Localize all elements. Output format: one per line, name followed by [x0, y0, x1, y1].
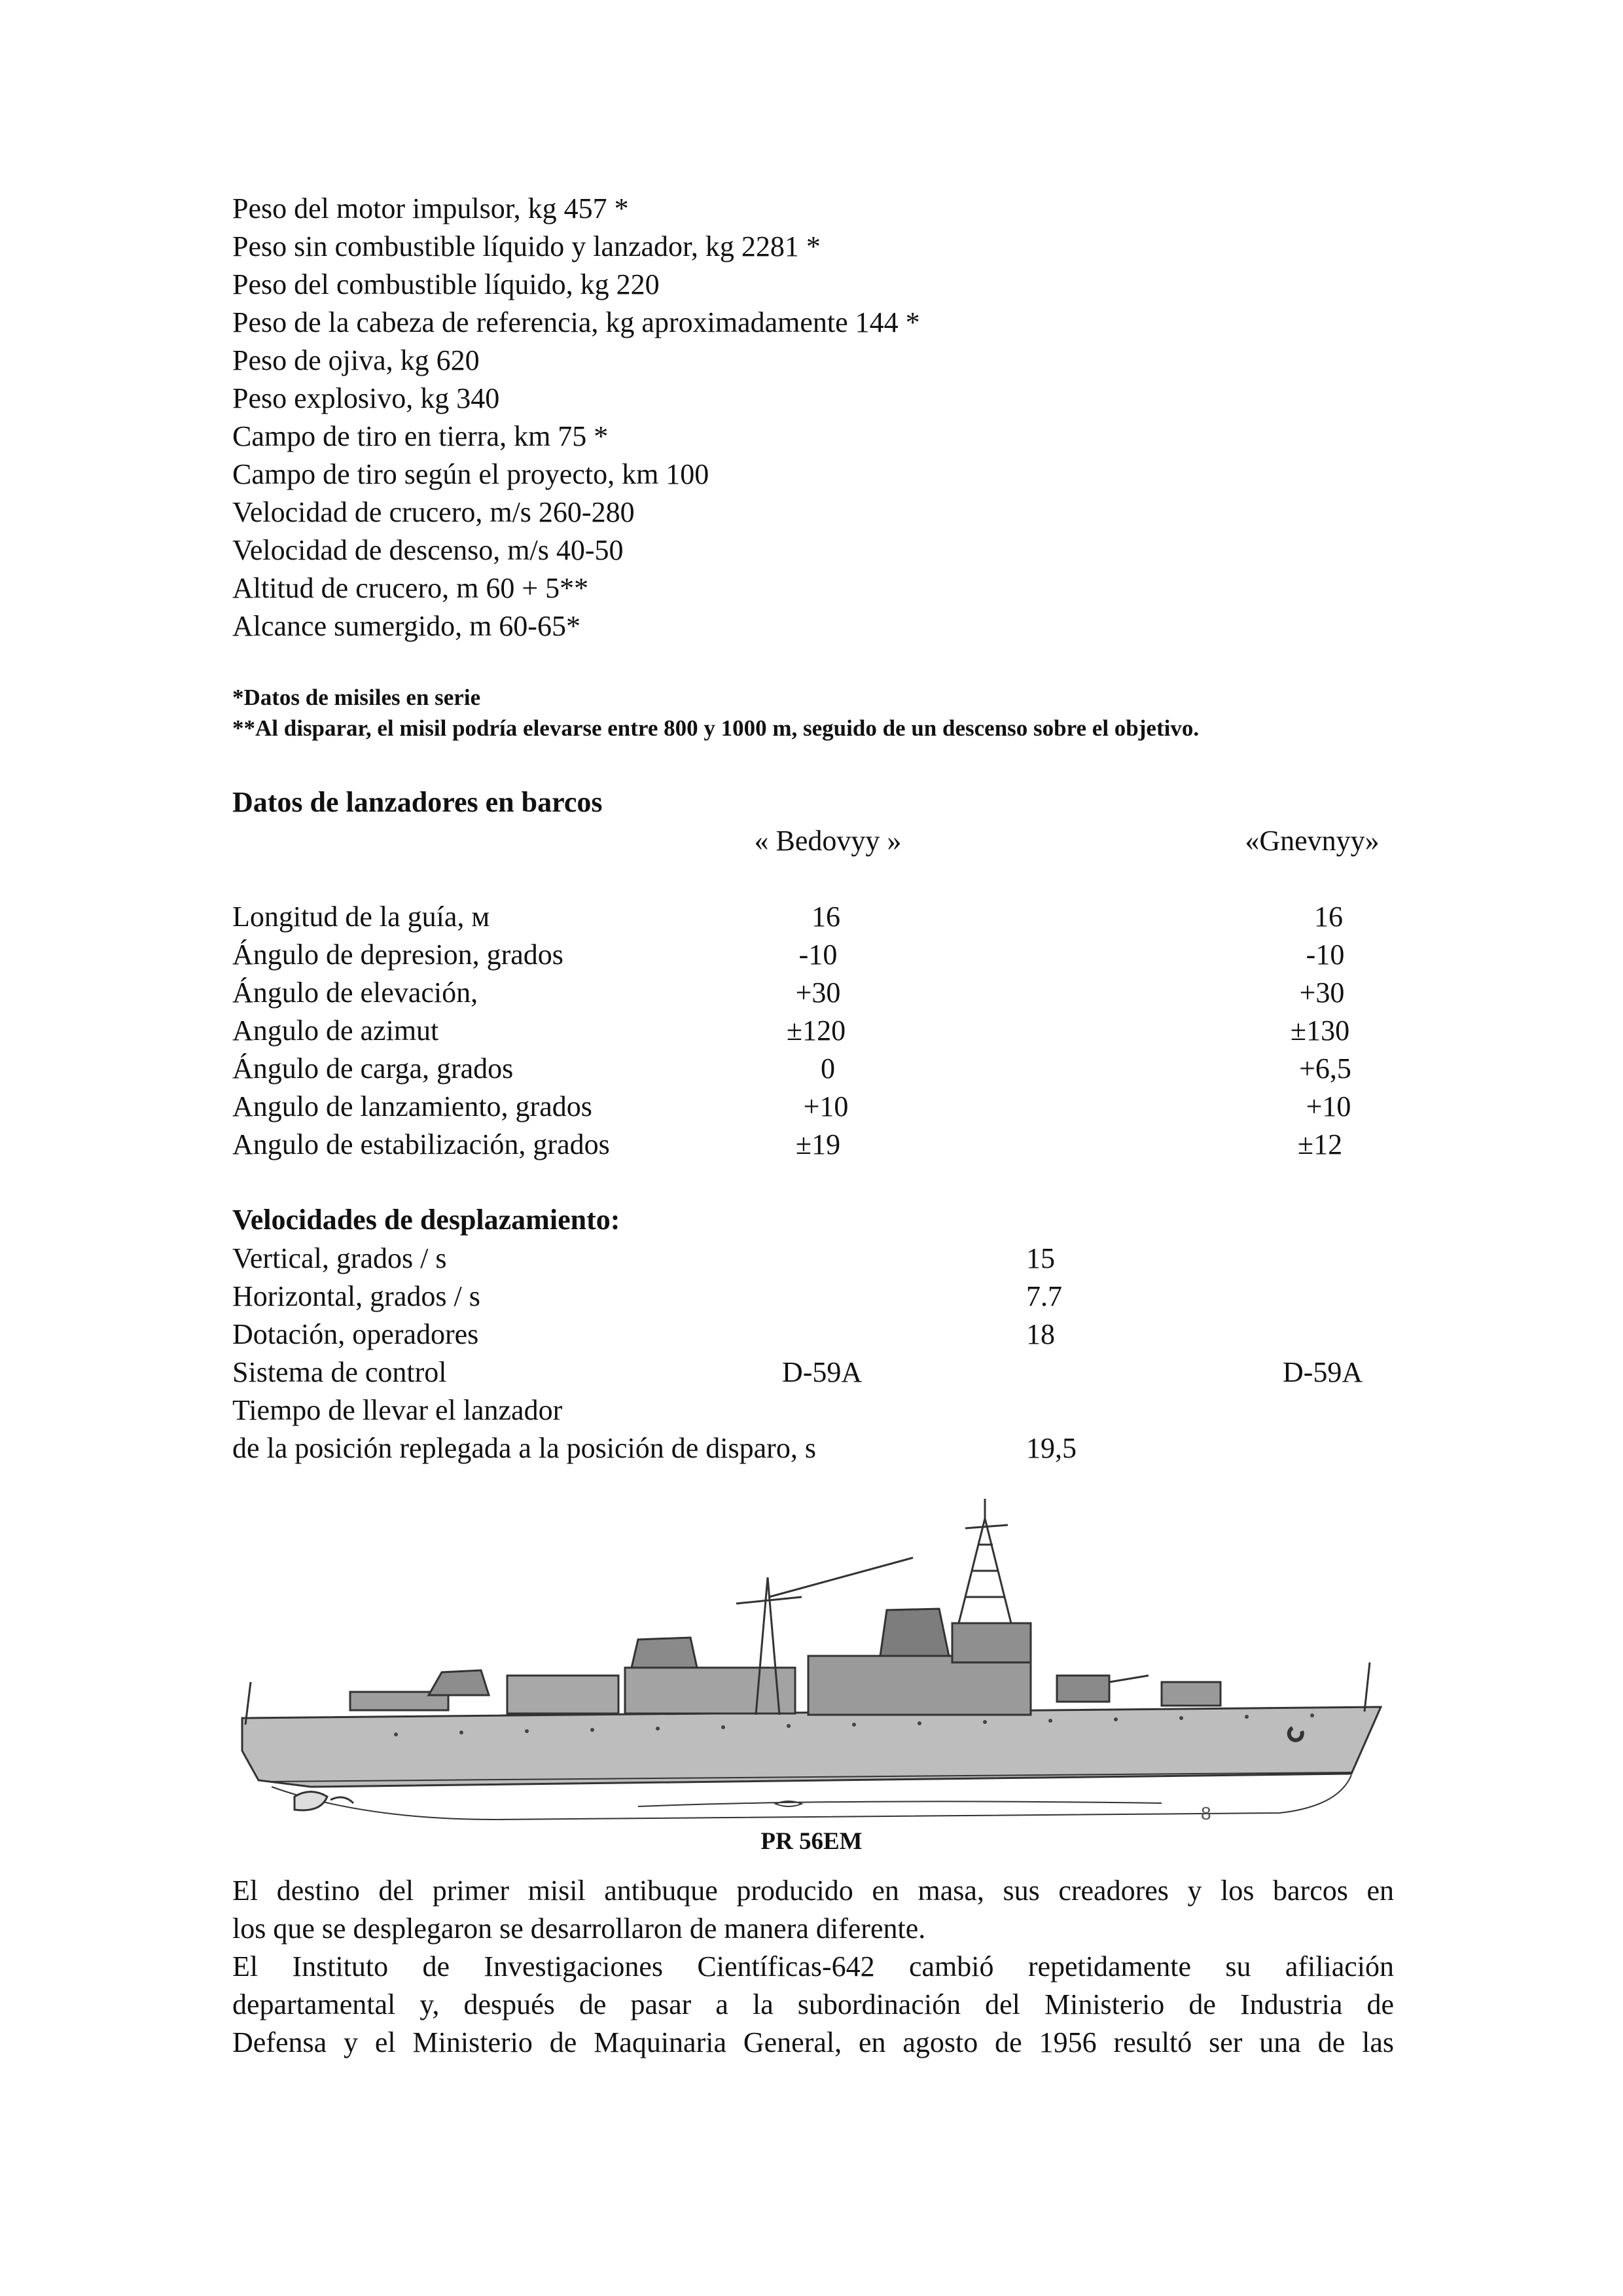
spec-line: Campo de tiro en tierra, km 75 *	[232, 420, 609, 452]
paragraph-line: El destino del primer misil antibuque producido en masa, sus creadores y los barcos en	[232, 1874, 1394, 1907]
row-label: Angulo de estabilización, grados	[232, 1128, 610, 1160]
row-label: Ángulo de depresion, grados	[232, 939, 563, 971]
row-value-bedovyy: +10	[803, 1090, 849, 1122]
spec-line: Velocidad de descenso, m/s 40-50	[232, 534, 624, 566]
keel-dome	[638, 1801, 1162, 1806]
row-label: Tiempo de llevar el lanzador	[232, 1394, 563, 1426]
spec-line: Campo de tiro según el proyecto, km 100	[232, 458, 709, 490]
forward-gun-barrel	[1109, 1676, 1149, 1682]
row-value-bedovyy: D-59A	[782, 1356, 863, 1388]
row-value-bedovyy: -10	[798, 939, 838, 971]
row-value-gnevnyy: +10	[1306, 1090, 1351, 1122]
spec-line: Altitud de crucero, m 60 + 5**	[232, 572, 589, 604]
hull-number: 8	[1201, 1803, 1211, 1823]
row-value-bedovyy: +30	[795, 977, 841, 1009]
row-label: Horizontal, grados / s	[232, 1280, 480, 1312]
row-label: de la posición replegada a la posición de disparo, s	[232, 1432, 816, 1464]
funnel-aft	[632, 1638, 697, 1668]
row-label: Vertical, grados / s	[232, 1242, 447, 1274]
row-value: 18	[1026, 1318, 1055, 1350]
footnote-serial: *Datos de misiles en serie	[232, 685, 481, 710]
speeds-heading: Velocidades de desplazamiento:	[232, 1204, 620, 1236]
ship-hull	[242, 1707, 1381, 1787]
paragraph-line: Defensa y el Ministerio de Maquinaria General, en agosto de 1956 resultó ser una de las	[232, 2026, 1394, 2058]
footnote-trajectory: **Al disparar, el misil podría elevarse entre 800 y 1000 m, seguido de un descenso sobre el objetivo.	[232, 715, 1200, 741]
row-value-gnevnyy: 16	[1314, 901, 1343, 933]
row-value-gnevnyy: +6,5	[1299, 1052, 1351, 1085]
row-label: Angulo de lanzamiento, grados	[232, 1090, 592, 1122]
row-label: Longitud de la guía, м	[232, 901, 490, 933]
row-value-bedovyy: ±120	[786, 1014, 846, 1047]
paragraph-2	[232, 1948, 1394, 2062]
row-value-gnevnyy: ±130	[1290, 1014, 1350, 1047]
spec-line: Peso explosivo, kg 340	[232, 382, 500, 414]
aft-turret	[429, 1670, 489, 1695]
row-label: Angulo de azimut	[232, 1014, 439, 1047]
spec-line: Peso del combustible líquido, kg 220	[232, 268, 660, 300]
ship-profile-illustration	[232, 1499, 1397, 1826]
spec-line: Peso de ojiva, kg 620	[232, 344, 480, 376]
figure-caption: PR 56EM	[760, 1828, 863, 1855]
aft-deckhouse	[507, 1676, 618, 1713]
row-value: 7.7	[1026, 1280, 1062, 1312]
propeller	[330, 1797, 353, 1803]
row-value-gnevnyy: -10	[1306, 939, 1345, 971]
spec-line: Alcance sumergido, m 60-65*	[232, 610, 580, 642]
row-value: 19,5	[1026, 1432, 1077, 1464]
paragraph-line: departamental y, después de pasar a la subordinación del Ministerio de Industria de	[232, 1988, 1394, 2020]
row-label: Ángulo de elevación,	[232, 977, 478, 1009]
funnel-fore	[880, 1609, 949, 1656]
bow-gun	[1162, 1682, 1221, 1706]
rudder	[294, 1792, 327, 1810]
mid-deckhouse	[625, 1668, 795, 1713]
row-value-gnevnyy: D-59A	[1283, 1356, 1363, 1388]
launchers-heading: Datos de lanzadores en barcos	[232, 786, 603, 818]
column-header-bedovyy: « Bedovyy »	[754, 825, 902, 857]
paragraph-line: El Instituto de Investigaciones Científicas-642 cambió repetidamente su afiliación	[232, 1950, 1394, 1982]
row-value-gnevnyy: ±12	[1297, 1128, 1343, 1160]
forward-turret	[1057, 1676, 1109, 1702]
paragraph-line: los que se desplegaron se desarrollaron de manera diferente.	[232, 1912, 926, 1945]
spec-line: Peso del motor impulsor, kg 457 *	[232, 192, 629, 224]
row-value-bedovyy: 16	[812, 901, 840, 933]
bow-jackstaff	[1364, 1662, 1370, 1712]
spec-line: Velocidad de crucero, m/s 260-280	[232, 496, 635, 528]
column-header-gnevnyy: «Gnevnyy»	[1245, 825, 1380, 857]
row-value-bedovyy: 0	[821, 1052, 835, 1085]
row-value-bedovyy: ±19	[795, 1128, 841, 1160]
crane-arm	[769, 1558, 913, 1597]
row-value: 15	[1026, 1242, 1055, 1274]
row-label: Sistema de control	[232, 1356, 447, 1388]
spec-line: Peso sin combustible líquido y lanzador, kg 2281 *	[232, 230, 821, 262]
bridge-block	[808, 1656, 1031, 1715]
bridge	[952, 1623, 1031, 1662]
row-value-gnevnyy: +30	[1299, 977, 1345, 1009]
row-label: Dotación, operadores	[232, 1318, 479, 1350]
row-label: Ángulo de carga, grados	[232, 1052, 514, 1085]
spec-line: Peso de la cabeza de referencia, kg aproximadamente 144 *	[232, 306, 920, 338]
paragraph-1	[232, 1872, 1394, 1948]
